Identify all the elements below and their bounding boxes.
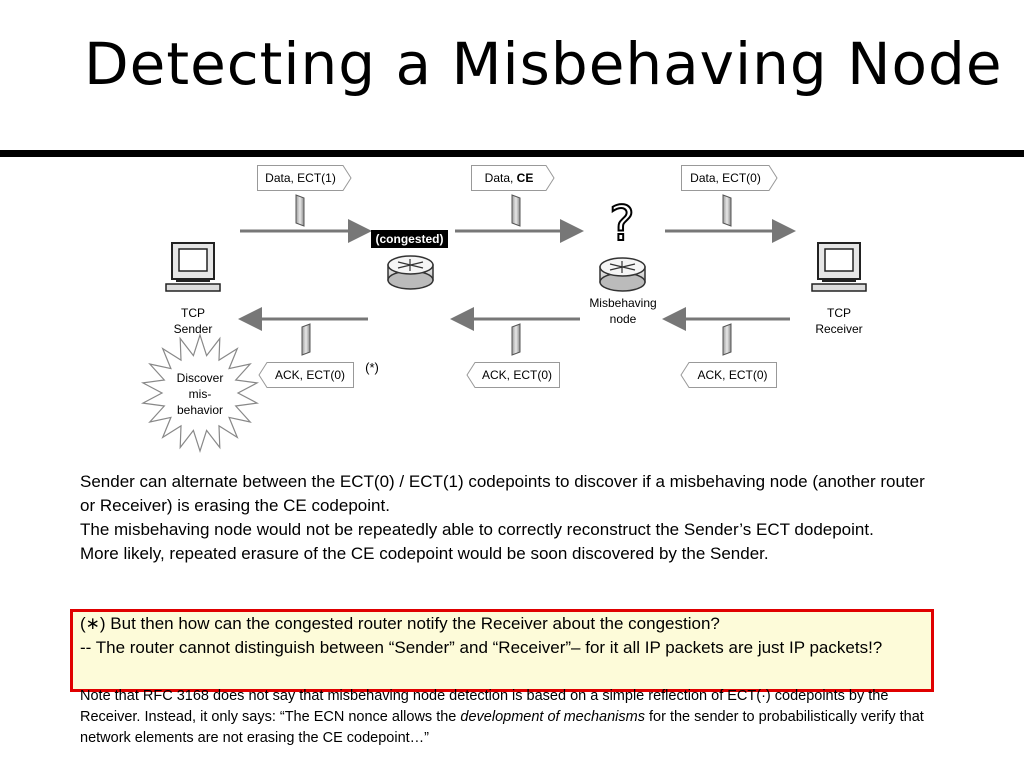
body-text: [80, 470, 940, 566]
misbehaving-node-label: [573, 295, 673, 327]
tag-label: Data,: [484, 171, 517, 185]
burst-label: [160, 370, 240, 418]
tag-label: Data, ECT(1): [265, 171, 336, 185]
receiver-label-line2: Receiver: [815, 322, 863, 336]
paragraph: Sender can alternate between the ECT(0) / ECT(1) codepoints to discover if a misbehaving node (another router or Receiver) is erasing the CE codepoint.: [80, 472, 925, 515]
star-marker: (*): [365, 360, 379, 375]
ce-bold-label: CE: [516, 171, 534, 185]
misbehaving-router-icon: [600, 258, 645, 291]
footnote: [80, 686, 950, 749]
title-divider: [0, 150, 1024, 157]
highlight-line: -- The router cannot distinguish between “Sender” and “Receiver”– for it all IP packets are just IP packets!?: [80, 638, 883, 657]
highlight-line: (∗) But then how can the congested router notify the Receiver about the congestion?: [80, 614, 720, 633]
congested-label: (congested): [371, 230, 448, 248]
sender-computer-icon: [166, 243, 220, 291]
tag-data-ect0: [681, 165, 778, 191]
tag-label: Data, ECT(0): [690, 171, 761, 185]
sender-label-line2: Sender: [173, 322, 213, 336]
misbehaving-label-line2: node: [609, 312, 637, 326]
packet-icon: [723, 195, 731, 226]
tag-ack-ect0-1: [258, 362, 354, 388]
packet-icon: [302, 324, 310, 355]
highlight-text: [80, 612, 940, 660]
packet-icon: [723, 324, 731, 355]
packet-icon: [512, 195, 520, 226]
misbehaving-label-line1: Misbehaving: [589, 296, 657, 310]
footnote-italic: development of mechanisms: [460, 709, 645, 725]
receiver-computer-icon: [812, 243, 866, 291]
question-mark-icon: ?: [609, 196, 635, 252]
tag-label: ACK, ECT(0): [697, 368, 768, 382]
receiver-label-line1: TCP: [827, 306, 851, 320]
page-title: Detecting a Misbehaving Node: [84, 30, 1003, 98]
packet-icon: [296, 195, 304, 226]
tag-data-ect1: [257, 165, 352, 191]
paragraph: The misbehaving node would not be repeatedly able to correctly reconstruct the Sender’s ECT dodepoint.: [80, 520, 874, 539]
tag-ack-ect0-3: [680, 362, 777, 388]
tag-label: ACK, ECT(0): [274, 368, 345, 382]
sender-label: [153, 305, 233, 337]
footnote-part: Note that RFC 3168 does not say that misbehaving node detection is based on a simple reflection of ECT(·) codepoints by the Receiver. Instead, it only says: “The ECN nonce allows the: [80, 688, 889, 725]
receiver-label: [799, 305, 879, 337]
burst-label-line1: Discover: [176, 371, 224, 385]
packet-icon: [512, 324, 520, 355]
sender-label-line1: TCP: [181, 306, 205, 320]
paragraph: More likely, repeated erasure of the CE codepoint would be soon discovered by the Sender.: [80, 544, 769, 563]
tag-ack-ect0-2: [466, 362, 560, 388]
congested-router-icon: [388, 256, 433, 289]
tag-data-ce: [471, 165, 555, 191]
burst-label-line2: mis-: [188, 387, 212, 401]
tag-label: ACK, ECT(0): [481, 368, 552, 382]
footnote-part: for the sender to probabilistically verify that network elements are not erasing the CE codepoint…”: [80, 709, 924, 746]
burst-label-line3: behavior: [176, 403, 224, 417]
